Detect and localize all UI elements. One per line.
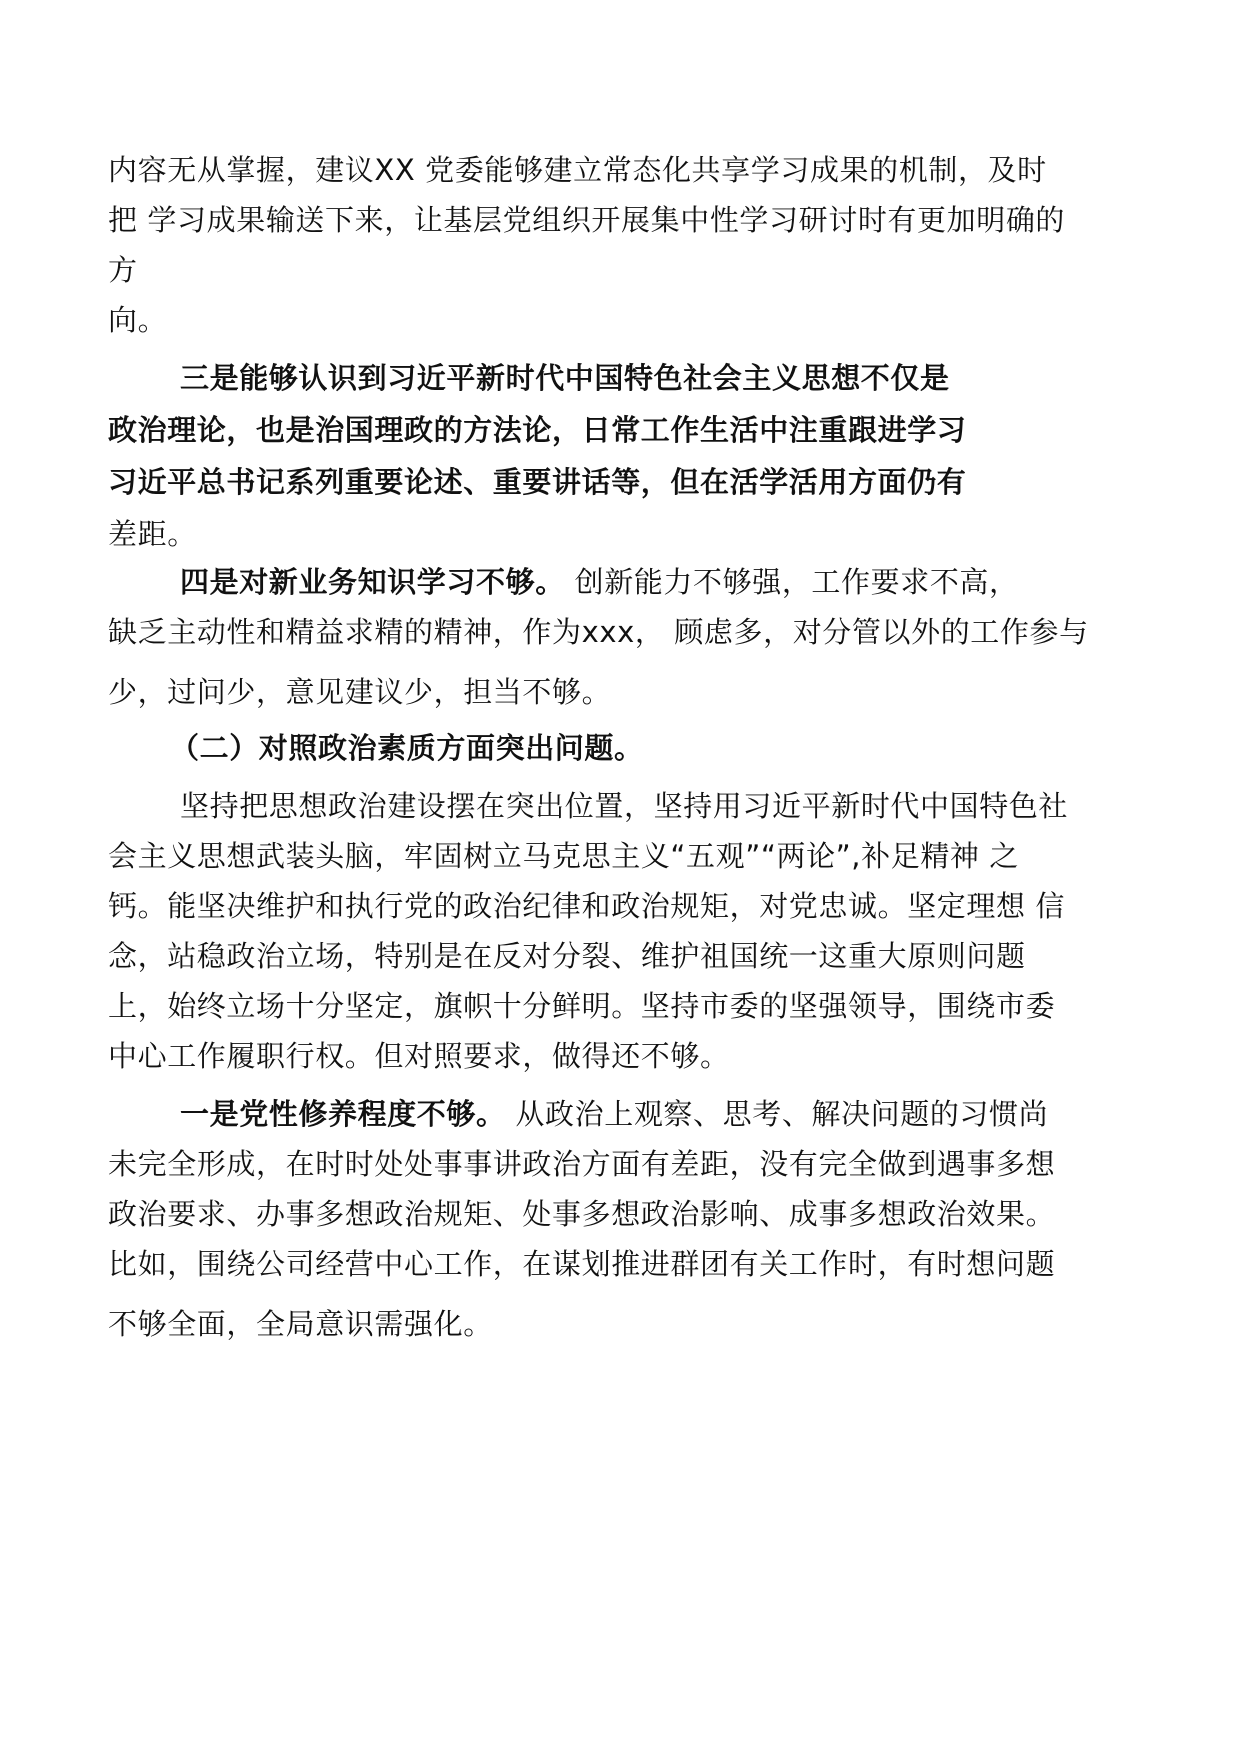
paragraph-line: 钙。能坚决维护和执行党的政治纪律和政治规矩，对党忠诚。坚定理想 信: [108, 889, 1066, 923]
paragraph-line: 方: [108, 253, 138, 287]
paragraph-line: 不够全面，全局意识需强化。: [108, 1307, 493, 1341]
paragraph-line: [180, 1094, 1048, 1134]
paragraph-line: 中心工作履职行权。但对照要求，做得还不够。: [108, 1039, 730, 1073]
bold-heading-line: 政治理论，也是治国理政的方法论，日常工作生活中注重跟进学习: [108, 413, 967, 447]
paragraph-line: 比如，围绕公司经营中心工作，在谋划推进群团有关工作时，有时想问题: [108, 1247, 1056, 1281]
paragraph-line: 念，站稳政治立场，特别是在反对分裂、维护祖国统一这重大原则问题: [108, 939, 1026, 973]
paragraph-line: 政治要求、办事多想政治规矩、处事多想政治影响、成事多想政治效果。: [108, 1197, 1056, 1231]
paragraph-line: 把 学习成果输送下来，让基层党组织开展集中性学习研讨时有更加明确的: [108, 203, 1066, 237]
paragraph-line: 差距。: [108, 517, 197, 551]
paragraph-line: 坚持把思想政治建设摆在突出位置，坚持用习近平新时代中国特色社: [180, 789, 1069, 823]
paragraph-line: 未完全形成，在时时处处事事讲政治方面有差距，没有完全做到遇事多想: [108, 1147, 1056, 1181]
paragraph-line: 少，过问少，意见建议少，担当不够。: [108, 675, 612, 709]
paragraph-line: 会主义思想武装头脑，牢固树立马克思主义“五观”“两论”,补足精神 之: [108, 839, 1019, 873]
paragraph-text: 创新能力不够强，工作要求不高，: [564, 565, 1019, 599]
section-heading: （二）对照政治素质方面突出问题。: [170, 731, 644, 765]
bold-heading-line: 三是能够认识到习近平新时代中国特色社会主义思想不仅是: [180, 361, 950, 395]
paragraph-line: [180, 562, 1019, 602]
bold-lead-in: 一是党性修养程度不够。: [180, 1097, 506, 1131]
paragraph-line: 内容无从掌握，建议XX 党委能够建立常态化共享学习成果的机制，及时: [108, 153, 1047, 187]
paragraph-line: 上，始终立场十分坚定，旗帜十分鲜明。坚持市委的坚强领导，围绕市委: [108, 989, 1056, 1023]
bold-heading-line: 习近平总书记系列重要论述、重要讲话等，但在活学活用方面仍有: [108, 465, 967, 499]
paragraph-text: 从政治上观察、思考、解决问题的习惯尚: [505, 1097, 1049, 1131]
bold-lead-in: 四是对新业务知识学习不够。: [180, 565, 565, 599]
paragraph-line: 缺乏主动性和精益求精的精神，作为xxx， 顾虑多，对分管以外的工作参与: [108, 615, 1089, 649]
paragraph-line: 向。: [108, 303, 168, 337]
